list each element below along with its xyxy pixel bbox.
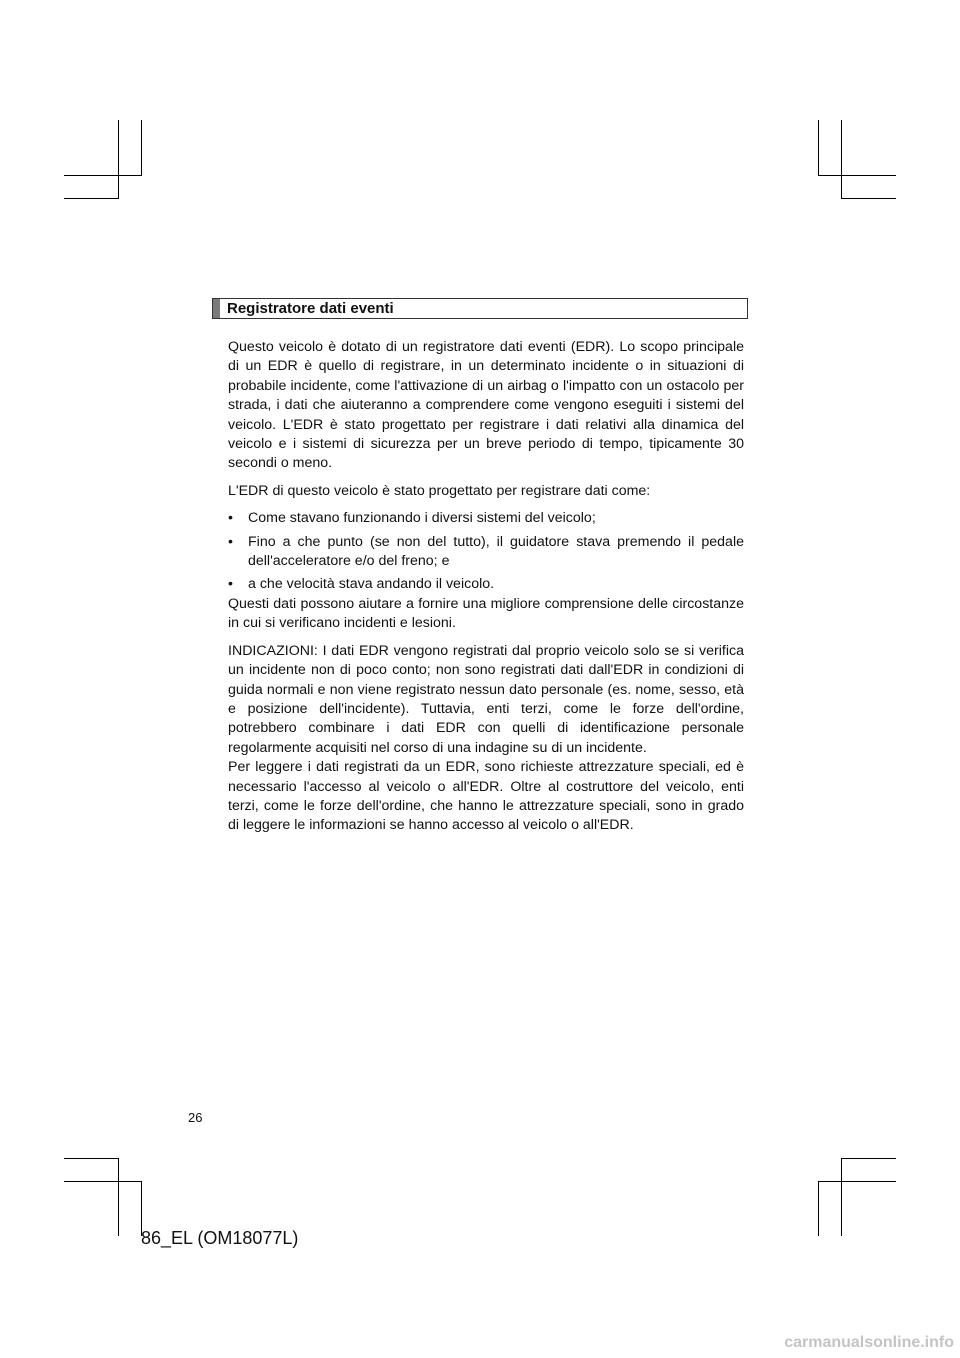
crop-mark <box>118 120 119 198</box>
crop-mark <box>818 120 819 175</box>
crop-mark <box>64 1158 119 1159</box>
crop-mark <box>841 1158 896 1159</box>
watermark: carmanualsonline.info <box>784 1334 954 1351</box>
indicazioni-paragraph: INDICAZIONI: I dati EDR vengono registrati dal proprio veicolo solo se si verifica un incidente non di poco conto; non sono registrati dati dall'EDR in condizioni di guida normali e non viene registrato nessun dato personale (es. nome, sesso, età e posizione dell'incidente). Tuttavia, enti terzi, come le forze dell'ordine, potrebbero combinare i dati EDR con quelli di identificazione personale regolarmente acquisiti nel corso di una indagine su di un incidente. <box>228 642 744 756</box>
bullet-symbol: • <box>228 533 233 550</box>
bullet-symbol: • <box>228 510 233 527</box>
crop-mark <box>141 120 142 175</box>
list-item <box>228 533 744 572</box>
list-item-text: Fino a che punto (se non del tutto), il guidatore stava premendo il pedale dell'acceleratore e/o del freno; e <box>248 533 744 570</box>
crop-mark <box>841 120 842 198</box>
after-list-paragraph: Questi dati possono aiutare a fornire una migliore comprensione delle circostanze in cui si verificano incidenti e lesioni. <box>228 595 744 632</box>
crop-mark <box>818 175 896 176</box>
list-item-text: a che velocità stava andando il veicolo. <box>248 576 495 593</box>
crop-mark <box>818 1181 819 1236</box>
crop-mark <box>818 1181 896 1182</box>
document-code: 86_EL (OM18077L) <box>141 1228 299 1248</box>
intro-paragraph: Questo veicolo è dotato di un registratore dati eventi (EDR). Lo scopo principale di un EDR è quello di registrare, in un determinato incidente o in situazioni di probabile incidente, come l'attivazione di un airbag o l'impatto con un ostacolo per strada, i dati che aiuteranno a comprendere come vengono eseguiti i sistemi del veicolo. L'EDR è stato progettato per registrare i dati relativi alla dinamica del veicolo e i sistemi di sicurezza per un breve periodo di tempo, tipicamente 30 secondi o meno. <box>228 339 744 472</box>
crop-mark <box>64 198 119 199</box>
page-number: 26 <box>188 1110 203 1125</box>
lettura-paragraph: Per leggere i dati registrati da un EDR, sono richieste attrezzature speciali, ed è necessario l'accesso al veicolo o all'EDR. Oltre al costruttore del veicolo, enti terzi, come le forze dell'ordine, che hanno le attrezzature speciali, sono in grado di leggere le informazioni se hanno accesso al veicolo o all'EDR. <box>228 759 744 834</box>
list-item <box>228 575 744 594</box>
body-content <box>228 338 744 836</box>
section-header-bar <box>213 299 220 318</box>
lead-paragraph: L'EDR di questo veicolo è stato progettato per registrare dati come: <box>228 482 651 499</box>
crop-mark <box>118 1158 119 1236</box>
data-list <box>228 509 744 595</box>
crop-mark <box>841 198 896 199</box>
list-item <box>228 509 744 528</box>
section-header <box>212 298 748 319</box>
crop-mark <box>841 1158 842 1236</box>
crop-mark <box>64 1181 142 1182</box>
list-item-text: Come stavano funzionando i diversi sistemi del veicolo; <box>248 510 596 527</box>
bullet-symbol: • <box>228 576 233 593</box>
crop-mark <box>64 175 142 176</box>
section-title: Registratore dati eventi <box>227 300 394 317</box>
